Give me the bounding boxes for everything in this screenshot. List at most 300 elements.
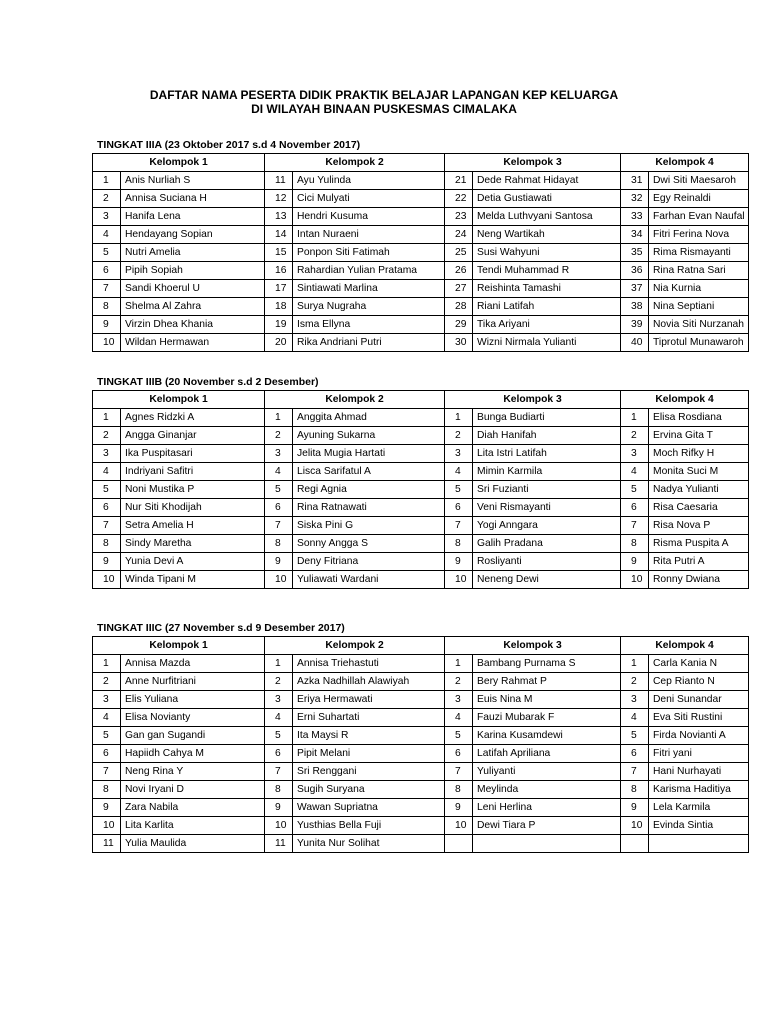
participant-name: Egy Reinaldi (649, 190, 749, 208)
participant-number: 6 (265, 499, 293, 517)
participant-name: Meylinda (473, 781, 621, 799)
participant-name: Dwi Siti Maesaroh (649, 172, 749, 190)
participant-number: 10 (265, 817, 293, 835)
participant-name: Tiprotul Munawaroh (649, 334, 749, 352)
participant-number: 3 (93, 691, 121, 709)
participant-name: Evinda Sintia (649, 817, 749, 835)
table-row (93, 517, 749, 535)
group-header-kelompok-2: Kelompok 2 (265, 637, 445, 655)
participant-name: Setra Amelia H (121, 517, 265, 535)
participant-number: 6 (445, 745, 473, 763)
participant-number: 5 (621, 727, 649, 745)
participant-name: Annisa Mazda (121, 655, 265, 673)
table-row (93, 244, 749, 262)
participant-name: Fauzi Mubarak F (473, 709, 621, 727)
participant-name: Annisa Suciana H (121, 190, 265, 208)
participant-name: Indriyani Safitri (121, 463, 265, 481)
table-header-row (93, 391, 749, 409)
participant-name: Neng Rina Y (121, 763, 265, 781)
participant-name: Yuliawati Wardani (293, 571, 445, 589)
participant-name: Monita Suci M (649, 463, 749, 481)
participant-number: 8 (93, 298, 121, 316)
participant-number: 4 (93, 226, 121, 244)
table-row (93, 781, 749, 799)
participant-name: Novi Iryani D (121, 781, 265, 799)
participant-number: 1 (93, 655, 121, 673)
group-header-kelompok-1: Kelompok 1 (93, 637, 265, 655)
participant-name: Bambang Purnama S (473, 655, 621, 673)
participant-number: 5 (93, 481, 121, 499)
participant-number: 6 (621, 745, 649, 763)
participant-number: 2 (445, 673, 473, 691)
table-row (93, 799, 749, 817)
participant-number: 9 (445, 553, 473, 571)
table-row (93, 409, 749, 427)
participant-number: 3 (621, 445, 649, 463)
participant-name (473, 835, 621, 853)
participant-name: Novia Siti Nurzanah (649, 316, 749, 334)
participant-number: 9 (621, 799, 649, 817)
table-row (93, 709, 749, 727)
participant-number: 10 (621, 571, 649, 589)
participant-number: 34 (621, 226, 649, 244)
participant-number: 8 (265, 781, 293, 799)
participant-number: 4 (265, 463, 293, 481)
participant-number: 8 (445, 535, 473, 553)
table-row (93, 427, 749, 445)
table-row (93, 208, 749, 226)
participant-number: 3 (621, 691, 649, 709)
participant-name: Lela Karmila (649, 799, 749, 817)
participant-name: Karina Kusamdewi (473, 727, 621, 745)
document-title-line-2: DI WILAYAH BINAAN PUSKESMAS CIMALAKA (251, 102, 517, 116)
participant-number: 2 (445, 427, 473, 445)
participant-name: Yogi Anngara (473, 517, 621, 535)
participant-number: 10 (621, 817, 649, 835)
participant-name: Wawan Supriatna (293, 799, 445, 817)
participant-name: Risma Puspita A (649, 535, 749, 553)
participant-name: Galih Pradana (473, 535, 621, 553)
participant-name: Shelma Al Zahra (121, 298, 265, 316)
participant-number: 14 (265, 226, 293, 244)
table-row (93, 817, 749, 835)
participant-name: Sri Renggani (293, 763, 445, 781)
group-header-kelompok-1: Kelompok 1 (93, 391, 265, 409)
participant-number: 2 (93, 427, 121, 445)
participant-name: Diah Hanifah (473, 427, 621, 445)
participant-number: 4 (445, 463, 473, 481)
participant-name: Annisa Triehastuti (293, 655, 445, 673)
participant-name: Susi Wahyuni (473, 244, 621, 262)
group-header-kelompok-4: Kelompok 4 (621, 391, 749, 409)
participant-number: 11 (265, 172, 293, 190)
participant-number: 2 (265, 427, 293, 445)
participant-name: Latifah Apriliana (473, 745, 621, 763)
participant-number: 10 (93, 571, 121, 589)
participant-name: Wizni Nirmala Yulianti (473, 334, 621, 352)
participant-number: 13 (265, 208, 293, 226)
participant-number: 20 (265, 334, 293, 352)
participant-name: Jelita Mugia Hartati (293, 445, 445, 463)
participant-number: 6 (93, 745, 121, 763)
participant-number: 5 (621, 481, 649, 499)
table-row (93, 553, 749, 571)
participant-number: 12 (265, 190, 293, 208)
participant-number: 32 (621, 190, 649, 208)
participant-name: Gan gan Sugandi (121, 727, 265, 745)
participant-number: 24 (445, 226, 473, 244)
participant-name: Firda Novianti A (649, 727, 749, 745)
participant-name: Isma Ellyna (293, 316, 445, 334)
participant-number: 15 (265, 244, 293, 262)
participant-name: Hanifa Lena (121, 208, 265, 226)
participant-name: Fitri yani (649, 745, 749, 763)
document-title (0, 88, 768, 116)
section-title-iiic: TINGKAT IIIC (27 November s.d 9 Desember 2017) (97, 622, 345, 634)
participant-name: Cep Rianto N (649, 673, 749, 691)
participant-name: Cici Mulyati (293, 190, 445, 208)
participant-number (445, 835, 473, 853)
participant-number: 1 (93, 172, 121, 190)
group-header-kelompok-4: Kelompok 4 (621, 154, 749, 172)
participant-name: Rina Ratnawati (293, 499, 445, 517)
participant-name: Rita Putri A (649, 553, 749, 571)
participant-name: Veni Rismayanti (473, 499, 621, 517)
participant-name: Yunita Nur Solihat (293, 835, 445, 853)
participant-number: 7 (445, 763, 473, 781)
table-row (93, 481, 749, 499)
participant-number: 26 (445, 262, 473, 280)
table-row (93, 190, 749, 208)
participant-name: Rosliyanti (473, 553, 621, 571)
table-row (93, 673, 749, 691)
participant-name: Bunga Budiarti (473, 409, 621, 427)
table-row (93, 463, 749, 481)
participant-number: 3 (265, 445, 293, 463)
participant-name: Bery Rahmat P (473, 673, 621, 691)
participant-number: 5 (265, 481, 293, 499)
participant-number: 9 (93, 799, 121, 817)
table-row (93, 691, 749, 709)
participant-name: Carla Kania N (649, 655, 749, 673)
participant-name: Leni Herlina (473, 799, 621, 817)
participant-number: 10 (93, 334, 121, 352)
participant-number: 36 (621, 262, 649, 280)
table-row (93, 727, 749, 745)
participant-number: 3 (445, 445, 473, 463)
participant-name: Neneng Dewi (473, 571, 621, 589)
participant-name: Ita Maysi R (293, 727, 445, 745)
participant-name: Elisa Novianty (121, 709, 265, 727)
participant-name: Yunia Devi A (121, 553, 265, 571)
participant-number: 5 (445, 481, 473, 499)
participant-number: 7 (621, 517, 649, 535)
participant-name: Surya Nugraha (293, 298, 445, 316)
participant-name: Siska Pini G (293, 517, 445, 535)
participant-name: Virzin Dhea Khania (121, 316, 265, 334)
participant-name: Sonny Angga S (293, 535, 445, 553)
table-row (93, 298, 749, 316)
participant-name: Tendi Muhammad R (473, 262, 621, 280)
participant-number: 11 (93, 835, 121, 853)
participant-number: 2 (621, 673, 649, 691)
participant-name: Lita Istri Latifah (473, 445, 621, 463)
table-row (93, 571, 749, 589)
participant-number: 3 (265, 691, 293, 709)
participant-name: Lita Karlita (121, 817, 265, 835)
participant-number: 8 (621, 535, 649, 553)
participant-name: Anggita Ahmad (293, 409, 445, 427)
participant-number: 10 (265, 571, 293, 589)
table-row (93, 445, 749, 463)
roster-table-iiia (92, 153, 749, 352)
participant-number: 8 (93, 535, 121, 553)
participant-name: Wildan Hermawan (121, 334, 265, 352)
participant-number: 2 (265, 673, 293, 691)
participant-name: Noni Mustika P (121, 481, 265, 499)
participant-number: 5 (265, 727, 293, 745)
table-row (93, 745, 749, 763)
participant-number: 2 (93, 673, 121, 691)
participant-name: Ronny Dwiana (649, 571, 749, 589)
participant-name: Karisma Haditiya (649, 781, 749, 799)
table-row (93, 262, 749, 280)
group-header-kelompok-2: Kelompok 2 (265, 154, 445, 172)
participant-name: Agnes Ridzki A (121, 409, 265, 427)
section-title-iiib: TINGKAT IIIB (20 November s.d 2 Desember) (97, 376, 319, 388)
participant-number: 8 (93, 781, 121, 799)
participant-number: 8 (265, 535, 293, 553)
participant-name: Deni Sunandar (649, 691, 749, 709)
participant-name: Yusthias Bella Fuji (293, 817, 445, 835)
table-row (93, 655, 749, 673)
participant-number: 19 (265, 316, 293, 334)
participant-name: Rina Ratna Sari (649, 262, 749, 280)
participant-number: 18 (265, 298, 293, 316)
participant-number: 4 (93, 463, 121, 481)
participant-name: Angga Ginanjar (121, 427, 265, 445)
participant-number: 31 (621, 172, 649, 190)
participant-number: 7 (445, 517, 473, 535)
participant-name: Sugih Suryana (293, 781, 445, 799)
participant-number: 2 (621, 427, 649, 445)
participant-name: Pipit Melani (293, 745, 445, 763)
participant-number: 3 (445, 691, 473, 709)
participant-number: 3 (93, 208, 121, 226)
participant-number: 6 (93, 262, 121, 280)
participant-name: Melda Luthvyani Santosa (473, 208, 621, 226)
participant-name: Eriya Hermawati (293, 691, 445, 709)
participant-name: Fitri Ferina Nova (649, 226, 749, 244)
group-header-kelompok-3: Kelompok 3 (445, 154, 621, 172)
participant-name: Sri Fuzianti (473, 481, 621, 499)
participant-number: 9 (265, 553, 293, 571)
participant-number: 10 (93, 817, 121, 835)
participant-number: 28 (445, 298, 473, 316)
participant-number: 7 (93, 280, 121, 298)
participant-number: 4 (93, 709, 121, 727)
roster-table-iiib (92, 390, 749, 589)
participant-number: 6 (621, 499, 649, 517)
participant-name: Sandi Khoerul U (121, 280, 265, 298)
participant-number: 37 (621, 280, 649, 298)
participant-name: Mimin Karmila (473, 463, 621, 481)
participant-name: Dede Rahmat Hidayat (473, 172, 621, 190)
participant-name: Farhan Evan Naufal (649, 208, 749, 226)
participant-name: Winda Tipani M (121, 571, 265, 589)
participant-number: 11 (265, 835, 293, 853)
participant-number: 8 (445, 781, 473, 799)
participant-name: Regi Agnia (293, 481, 445, 499)
participant-name: Eva Siti Rustini (649, 709, 749, 727)
participant-name: Rahardian Yulian Pratama (293, 262, 445, 280)
table-header-row (93, 154, 749, 172)
participant-number: 4 (265, 709, 293, 727)
group-header-kelompok-1: Kelompok 1 (93, 154, 265, 172)
participant-number: 38 (621, 298, 649, 316)
participant-name: Riani Latifah (473, 298, 621, 316)
participant-name: Ervina Gita T (649, 427, 749, 445)
participant-name: Ika Puspitasari (121, 445, 265, 463)
participant-number: 9 (621, 553, 649, 571)
participant-name: Ayu Yulinda (293, 172, 445, 190)
participant-number: 9 (265, 799, 293, 817)
participant-number: 33 (621, 208, 649, 226)
participant-number: 4 (621, 463, 649, 481)
participant-name: Lisca Sarifatul A (293, 463, 445, 481)
participant-number: 29 (445, 316, 473, 334)
participant-name: Nutri Amelia (121, 244, 265, 262)
group-header-kelompok-4: Kelompok 4 (621, 637, 749, 655)
participant-number: 17 (265, 280, 293, 298)
participant-name: Ayuning Sukarna (293, 427, 445, 445)
participant-number: 1 (93, 409, 121, 427)
participant-number: 4 (445, 709, 473, 727)
participant-name: Azka Nadhillah Alawiyah (293, 673, 445, 691)
participant-number: 30 (445, 334, 473, 352)
participant-number: 6 (93, 499, 121, 517)
participant-number: 1 (621, 655, 649, 673)
table-row (93, 763, 749, 781)
participant-number: 2 (93, 190, 121, 208)
table-row (93, 280, 749, 298)
participant-number: 1 (621, 409, 649, 427)
participant-number: 27 (445, 280, 473, 298)
participant-name: Hendri Kusuma (293, 208, 445, 226)
participant-number: 1 (445, 409, 473, 427)
participant-name: Anne Nurfitriani (121, 673, 265, 691)
participant-name: Rima Rismayanti (649, 244, 749, 262)
table-header-row (93, 637, 749, 655)
participant-name: Dewi Tiara P (473, 817, 621, 835)
table-row (93, 226, 749, 244)
participant-name: Nadya Yulianti (649, 481, 749, 499)
participant-number: 7 (265, 763, 293, 781)
participant-name: Sindy Maretha (121, 535, 265, 553)
participant-number: 22 (445, 190, 473, 208)
section-title-iiia: TINGKAT IIIA (23 Oktober 2017 s.d 4 November 2017) (97, 139, 361, 151)
participant-number: 1 (445, 655, 473, 673)
participant-name: Hani Nurhayati (649, 763, 749, 781)
participant-number: 9 (93, 553, 121, 571)
participant-number: 5 (93, 727, 121, 745)
group-header-kelompok-2: Kelompok 2 (265, 391, 445, 409)
table-row (93, 172, 749, 190)
participant-number: 23 (445, 208, 473, 226)
participant-number: 6 (445, 499, 473, 517)
participant-name: Hendayang Sopian (121, 226, 265, 244)
participant-name: Detia Gustiawati (473, 190, 621, 208)
participant-name: Nina Septiani (649, 298, 749, 316)
participant-name: Ponpon Siti Fatimah (293, 244, 445, 262)
participant-name: Elisa Rosdiana (649, 409, 749, 427)
participant-number: 8 (621, 781, 649, 799)
participant-number (621, 835, 649, 853)
table-row (93, 316, 749, 334)
participant-name: Reishinta Tamashi (473, 280, 621, 298)
group-header-kelompok-3: Kelompok 3 (445, 637, 621, 655)
participant-name: Euis Nina M (473, 691, 621, 709)
participant-number: 4 (621, 709, 649, 727)
participant-number: 3 (93, 445, 121, 463)
participant-number: 5 (93, 244, 121, 262)
table-row (93, 499, 749, 517)
participant-number: 7 (265, 517, 293, 535)
participant-name: Zara Nabila (121, 799, 265, 817)
participant-name (649, 835, 749, 853)
participant-number: 21 (445, 172, 473, 190)
participant-name: Yuliyanti (473, 763, 621, 781)
participant-number: 40 (621, 334, 649, 352)
participant-name: Anis Nurliah S (121, 172, 265, 190)
participant-number: 35 (621, 244, 649, 262)
participant-name: Moch Rifky H (649, 445, 749, 463)
participant-number: 9 (93, 316, 121, 334)
participant-number: 10 (445, 817, 473, 835)
participant-number: 7 (93, 763, 121, 781)
participant-number: 10 (445, 571, 473, 589)
table-row (93, 535, 749, 553)
participant-name: Risa Caesaria (649, 499, 749, 517)
participant-name: Sintiawati Marlina (293, 280, 445, 298)
participant-number: 1 (265, 409, 293, 427)
participant-number: 7 (621, 763, 649, 781)
participant-number: 9 (445, 799, 473, 817)
participant-number: 5 (445, 727, 473, 745)
participant-name: Risa Nova P (649, 517, 749, 535)
participant-name: Erni Suhartati (293, 709, 445, 727)
table-row (93, 835, 749, 853)
participant-name: Yulia Maulida (121, 835, 265, 853)
participant-number: 25 (445, 244, 473, 262)
participant-name: Deny Fitriana (293, 553, 445, 571)
participant-name: Intan Nuraeni (293, 226, 445, 244)
participant-number: 7 (93, 517, 121, 535)
participant-name: Neng Wartikah (473, 226, 621, 244)
table-row (93, 334, 749, 352)
participant-number: 16 (265, 262, 293, 280)
participant-name: Pipih Sopiah (121, 262, 265, 280)
participant-name: Tika Ariyani (473, 316, 621, 334)
participant-number: 39 (621, 316, 649, 334)
participant-number: 1 (265, 655, 293, 673)
participant-name: Nur Siti Khodijah (121, 499, 265, 517)
participant-name: Hapiidh Cahya M (121, 745, 265, 763)
roster-table-iiic (92, 636, 749, 853)
group-header-kelompok-3: Kelompok 3 (445, 391, 621, 409)
participant-name: Rika Andriani Putri (293, 334, 445, 352)
participant-name: Nia Kurnia (649, 280, 749, 298)
